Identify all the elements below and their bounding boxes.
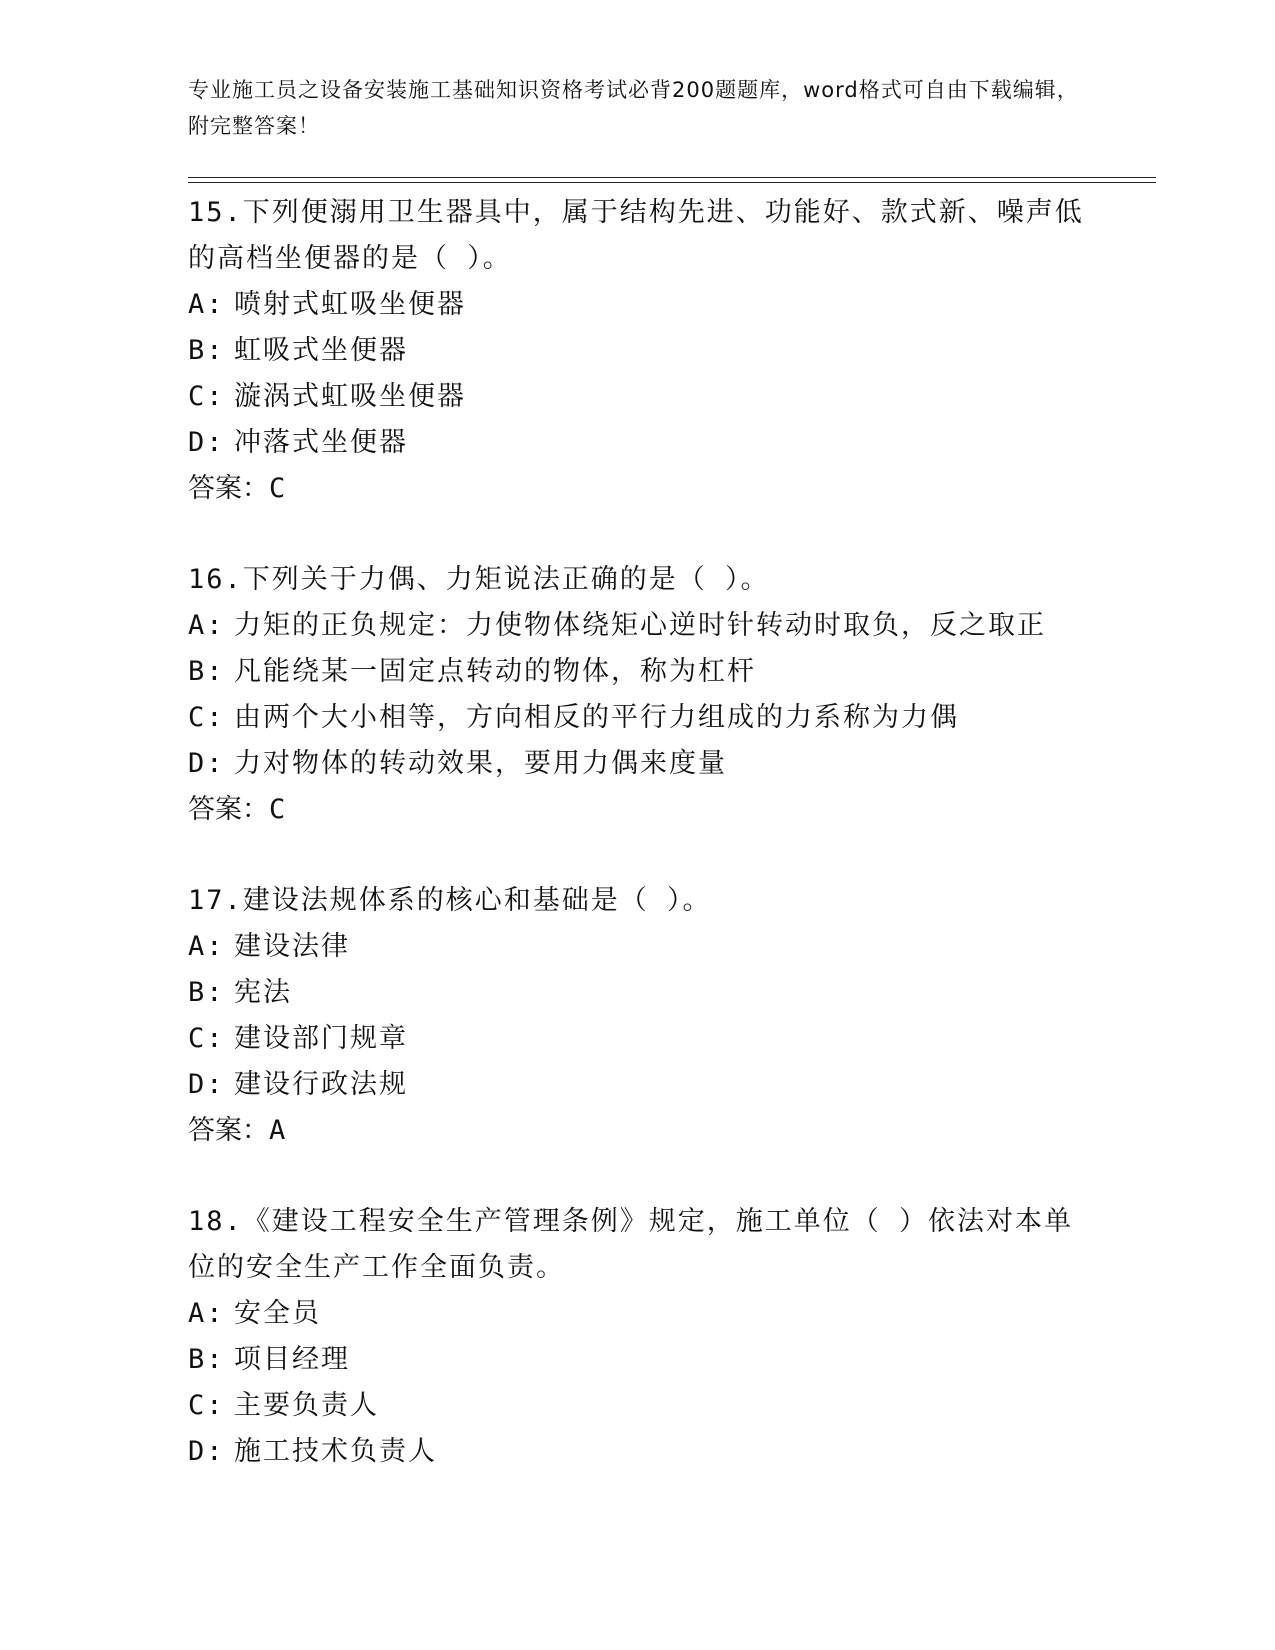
option-text: 力矩的正负规定：力使物体绕矩心逆时针转动时取负，反之取正 bbox=[234, 610, 1046, 641]
option-d bbox=[188, 1062, 1088, 1108]
option-a bbox=[188, 603, 1088, 649]
option-text: 安全员 bbox=[234, 1298, 321, 1329]
option-letter: D: bbox=[188, 1069, 225, 1100]
answer-label: 答案： bbox=[188, 1115, 269, 1146]
question-15 bbox=[188, 190, 1088, 512]
option-b bbox=[188, 1337, 1088, 1383]
option-text: 项目经理 bbox=[234, 1344, 350, 1375]
option-a bbox=[188, 1291, 1088, 1337]
option-text: 力对物体的转动效果，要用力偶来度量 bbox=[234, 748, 727, 779]
option-letter: A: bbox=[188, 289, 225, 320]
answer-label: 答案： bbox=[188, 473, 269, 504]
option-b bbox=[188, 970, 1088, 1016]
option-text: 虹吸式坐便器 bbox=[234, 335, 408, 366]
option-b bbox=[188, 328, 1088, 374]
option-text: 漩涡式虹吸坐便器 bbox=[234, 381, 466, 412]
option-letter: B: bbox=[188, 1344, 225, 1375]
option-d bbox=[188, 741, 1088, 787]
option-text: 主要负责人 bbox=[234, 1390, 379, 1421]
option-letter: A: bbox=[188, 1298, 225, 1329]
option-text: 建设行政法规 bbox=[234, 1069, 408, 1100]
answer-value: C bbox=[269, 794, 286, 825]
option-letter: C: bbox=[188, 1390, 225, 1421]
document-header: 专业施工员之设备安装施工基础知识资格考试必背200题题库，word格式可自由下载编辑，附完整答案！ bbox=[188, 78, 1079, 138]
header-rule-top bbox=[188, 177, 1156, 178]
header-rule-bottom bbox=[188, 182, 1156, 183]
option-c bbox=[188, 1016, 1088, 1062]
option-letter: B: bbox=[188, 977, 225, 1008]
option-letter: A: bbox=[188, 610, 225, 641]
answer-value: A bbox=[269, 1115, 286, 1146]
option-letter: C: bbox=[188, 381, 225, 412]
option-a bbox=[188, 924, 1088, 970]
question-text: 15.下列便溺用卫生器具中，属于结构先进、功能好、款式新、噪声低的高档坐便器的是（ ）。 bbox=[188, 197, 1084, 274]
option-b bbox=[188, 649, 1088, 695]
option-letter: B: bbox=[188, 656, 225, 687]
answer-line bbox=[188, 466, 1088, 512]
option-letter: C: bbox=[188, 702, 225, 733]
option-c bbox=[188, 695, 1088, 741]
option-text: 施工技术负责人 bbox=[234, 1436, 437, 1467]
question-16 bbox=[188, 557, 1088, 833]
option-a bbox=[188, 282, 1088, 328]
option-d bbox=[188, 420, 1088, 466]
option-letter: D: bbox=[188, 1436, 225, 1467]
answer-line bbox=[188, 787, 1088, 833]
option-text: 喷射式虹吸坐便器 bbox=[234, 289, 466, 320]
question-18 bbox=[188, 1199, 1088, 1475]
question-text: 18.《建设工程安全生产管理条例》规定，施工单位（ ）依法对本单位的安全生产工作全面负责。 bbox=[188, 1206, 1074, 1283]
option-letter: A: bbox=[188, 931, 225, 962]
option-text: 由两个大小相等，方向相反的平行力组成的力系称为力偶 bbox=[234, 702, 959, 733]
answer-label: 答案： bbox=[188, 794, 269, 825]
option-text: 凡能绕某一固定点转动的物体，称为杠杆 bbox=[234, 656, 756, 687]
option-text: 建设部门规章 bbox=[234, 1023, 408, 1054]
question-text: 17.建设法规体系的核心和基础是（ ）。 bbox=[188, 885, 712, 916]
option-text: 建设法律 bbox=[234, 931, 350, 962]
answer-line bbox=[188, 1108, 1088, 1154]
option-c bbox=[188, 1383, 1088, 1429]
question-17 bbox=[188, 878, 1088, 1154]
question-text: 16.下列关于力偶、力矩说法正确的是（ ）。 bbox=[188, 564, 770, 595]
question-list bbox=[188, 190, 1088, 1520]
option-text: 宪法 bbox=[234, 977, 292, 1008]
option-letter: D: bbox=[188, 748, 225, 779]
option-text: 冲落式坐便器 bbox=[234, 427, 408, 458]
option-letter: D: bbox=[188, 427, 225, 458]
option-letter: C: bbox=[188, 1023, 225, 1054]
option-letter: B: bbox=[188, 335, 225, 366]
option-c bbox=[188, 374, 1088, 420]
answer-value: C bbox=[269, 473, 286, 504]
option-d bbox=[188, 1429, 1088, 1475]
